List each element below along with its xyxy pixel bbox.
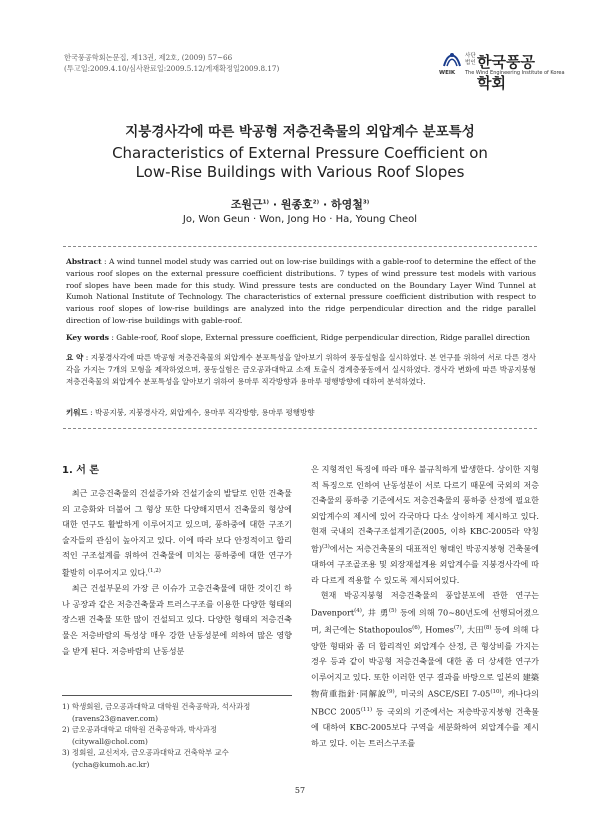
footnotes bbox=[62, 701, 302, 770]
author-2: 원종호 bbox=[280, 198, 313, 211]
abstract-label: Abstract bbox=[66, 257, 102, 266]
intro-paragraph-4 bbox=[311, 588, 539, 751]
p4-f: 등에 의해 다양한 형태와 좀 더 합리적인 외압계수 산정, 큰 형상비를 가지는 경우 등과 같이 박공형 저층건축물에 대한 좀 더 상세한 연구가 이루어지고 있다. 또한 이러한 연구 결과를 바탕으로 일본의 建築物荷重指針·同解說 bbox=[311, 625, 539, 700]
intro-paragraph-3-text: 은 지형적인 특징에 따라 매우 불규칙하게 발생한다. 상이한 지형적 특징으로 인하여 난동성분이 서로 다르기 때문에 국외의 저층건축물의 풍하중 기준에서도 저층건축물의 풍하중 산정에 필요한 외압계수의 제시에 있어 각국마다 다소 상이하게 제시하고 있다. 현재 국내의 건축구조설계기준(2005, 이하 KBC-2005라 약칭함) bbox=[311, 464, 539, 554]
title-english-line1: Characteristics of External Pressure Coefficient on bbox=[112, 144, 488, 162]
abstract-top-divider bbox=[63, 246, 537, 247]
ref-11: (11) bbox=[360, 706, 373, 713]
author-1: 조원근 bbox=[230, 198, 263, 211]
footnote-1-email: (ravens23@naver.com) bbox=[72, 713, 158, 723]
p4-e: , 大田 bbox=[461, 625, 484, 635]
p4-a: 현재 박공지붕형 저층건축물의 풍압분포에 관한 연구는 Davenport bbox=[311, 590, 539, 618]
intro-paragraph-2 bbox=[62, 581, 292, 659]
logo-mark-top: 사단 bbox=[465, 53, 476, 59]
author-3: 하영철 bbox=[330, 198, 363, 211]
author-1-mark: 1) bbox=[262, 199, 269, 206]
authors-korean bbox=[0, 196, 600, 212]
logo-korean-name: 한국풍공학회 bbox=[477, 53, 535, 92]
authors-english: Jo, Won Geun · Won, Jong Ho · Ha, Young Cheol bbox=[182, 214, 418, 225]
ref-9: (9) bbox=[386, 689, 395, 696]
title-korean: 지붕경사각에 따른 박공형 저층건축물의 외압계수 분포특성 bbox=[125, 124, 475, 140]
ref-5: (5) bbox=[388, 608, 397, 615]
right-column bbox=[311, 462, 539, 751]
ref-6: (6) bbox=[412, 625, 420, 632]
ref-1-2: (1,2) bbox=[147, 567, 161, 574]
intro-paragraph-3-text-b: 에서는 저층건축물의 대표적인 형태인 박공지붕형 건축물에 대하여 구조골조용 및 외장재설계용 외압계수를 지붕경사각에 따라 다르게 적용할 수 있도록 제시되어있다. bbox=[311, 543, 539, 585]
p4-i: 등 국외의 기준에서는 저층박공지붕형 건축물에 대하여 KBC-2005보다 구역을 세분화하여 외압계수를 제시하고 있다. 이는 트러스구조를 bbox=[311, 706, 539, 748]
p4-c: 등에 의해 70~80년도에 선행되어졌으며, 최근에는 Stathopoulos bbox=[311, 607, 539, 635]
footnote-3-email: (ycha@kumoh.ac.kr) bbox=[72, 759, 150, 769]
korean-keywords-label: 키워드 bbox=[66, 408, 88, 417]
korean-keywords-text: : 박공지붕, 지붕경사각, 외압계수, 용마루 직각방향, 용마루 평행방향 bbox=[90, 408, 315, 417]
korean-keywords bbox=[66, 407, 536, 418]
ref-10: (10) bbox=[490, 689, 502, 696]
author-sep-2: · bbox=[322, 198, 328, 211]
footnote-1: 1) 학생회원, 금오공과대학교 대학원 건축공학과, 석사과정 bbox=[62, 702, 251, 711]
ref-3: (3) bbox=[321, 543, 330, 550]
korean-abstract bbox=[66, 352, 536, 387]
intro-paragraph-2-text: 최근 건설부문의 가장 큰 이슈가 고층건축물에 대한 것이긴 하나 공장과 같은 저층건축물과 트러스구조를 이용한 다양한 형태의 장스팬 건축물 또한 많이 건설되고 있다. 다양한 형태의 저층건축물은 저층바람의 특성상 매우 강한 난동성분에 의하여 많은 영향을 받게 된다. 저층바람의 난동성분 bbox=[62, 583, 292, 656]
weik-emblem-icon bbox=[442, 50, 462, 68]
page-number: 57 bbox=[294, 786, 306, 795]
abstract-text: : A wind tunnel model study was carried out on low-rise buildings with a gable-roof to determine the effect of the various roof slopes on the external pressure coefficient distributions. 7 types of wind pressure test models with various roof slopes have been made for this study. Wind pressure tests are conducted on the Boundary Layer Wind Tunnel at Kumoh National Institute of Technology. The characteristics of external pressure coefficient distribution with respect to various roof slopes of low-rise buildings are analyzed into the ridge perpendicular direction and the ridge parallel direction of low-rise buildings with gable-roof. bbox=[66, 257, 536, 325]
p4-h: , 캐나다의 NBCC 2005 bbox=[311, 689, 539, 717]
logo-mark-bottom: 법인 bbox=[465, 60, 476, 66]
section-1-heading: 1. 서 론 bbox=[62, 465, 100, 476]
journal-citation: 한국풍공학회논문집, 제13권, 제2호, (2009) 57~66 bbox=[64, 53, 233, 62]
footnote-2-email: (citywall@chol.com) bbox=[72, 736, 148, 746]
intro-paragraph-3 bbox=[311, 462, 539, 588]
author-sep-1: · bbox=[272, 198, 278, 211]
abstract bbox=[66, 256, 536, 327]
logo-abbreviation: WEIK bbox=[439, 70, 456, 76]
keywords-label: Key words bbox=[66, 333, 109, 342]
intro-paragraph-1 bbox=[62, 486, 292, 581]
author-3-mark: 3) bbox=[362, 199, 370, 206]
keywords-text: : Gable-roof, Roof slope, External pressure coefficient, Ridge perpendicular direction, Ridge parallel direction bbox=[111, 333, 530, 342]
footnote-divider bbox=[62, 695, 292, 696]
korean-abstract-text: : 지붕경사각에 따른 박공형 저층건축물의 외압계수 분포특성을 알아보기 위하여 풍동실험을 실시하였다. 본 연구를 위하여 서로 다른 경사각을 가지는 7개의 모형을 제작하였으며, 풍동실험은 금오공과대학교 소재 토출식 경계층풍동에서 실시하였다. 경사각 변화에 따른 박공지붕형 저층건축물의 외압계수 분포특성을 알아보기 위하여 용마루 직각방향과 용마루 평행방향에 대하여 분석하였다. bbox=[66, 353, 536, 386]
korean-abstract-label: 요 약 bbox=[66, 353, 84, 362]
left-column bbox=[62, 486, 292, 659]
ref-7: (7) bbox=[453, 625, 462, 632]
submission-dates: (투고일:2009.4.10/심사완료일:2009.5.12/게재확정일2009.8.17) bbox=[64, 64, 280, 73]
footnote-2: 2) 금오공과대학교 대학원 건축공학과, 박사과정 bbox=[62, 725, 217, 734]
p4-d: , Homes bbox=[419, 625, 454, 635]
ref-8: (8) bbox=[483, 625, 492, 632]
author-2-mark: 2) bbox=[312, 199, 320, 206]
p4-b: , 井 勇 bbox=[361, 607, 389, 618]
ref-4: (4) bbox=[354, 608, 362, 615]
logo-english-name: The Wind Engineering Institute of Korea bbox=[465, 70, 565, 76]
society-logo bbox=[439, 50, 565, 92]
english-keywords bbox=[66, 332, 536, 343]
abstract-bottom-divider bbox=[63, 428, 537, 429]
footnote-3: 3) 정회원, 교신저자, 금오공과대학교 건축학부 교수 bbox=[62, 748, 229, 757]
title-english-line2: Low-Rise Buildings with Various Roof Slopes bbox=[135, 163, 465, 181]
intro-paragraph-1-text: 최근 고층건축물의 건설증가와 건설기술의 발달로 인한 건축물의 고층화와 더불어 그 형상 또한 다양해지면서 건축물의 형상에 대한 연구도 활발하게 이루어지고 있으며, 풍하중에 대한 구조기술자들의 관심이 높아지고 있다. 이에 따라 보다 안정적이고 합리적인 구조설계를 위하여 건축물에 미치는 풍하중에 대한 연구가 활발히 이루어지고 있다. bbox=[62, 488, 292, 578]
p4-g: , 미국의 ASCE/SEI 7-05 bbox=[394, 689, 491, 700]
